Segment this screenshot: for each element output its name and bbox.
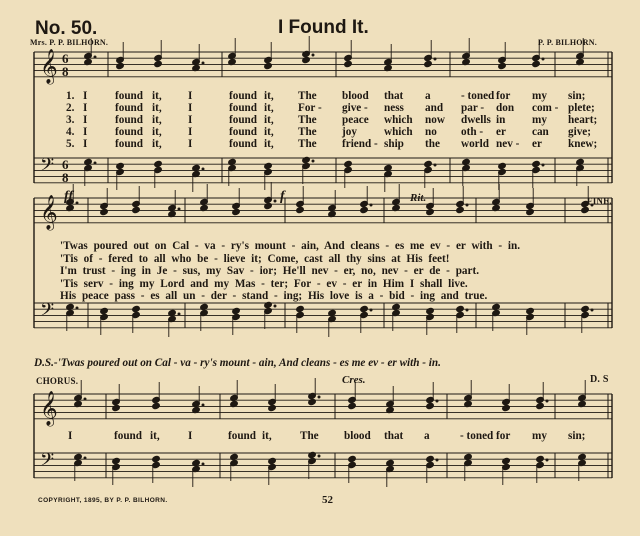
note-head (424, 160, 433, 167)
time-signature: 6 (62, 157, 69, 172)
verse-syllable: which (384, 126, 413, 138)
verse-syllable: 5. (66, 138, 75, 150)
note-dot (370, 309, 372, 311)
note-head (456, 305, 465, 312)
note-head (536, 402, 545, 409)
verse-syllable: I (83, 90, 88, 102)
note-head (360, 305, 369, 312)
chorus-syllable: sin; (568, 430, 586, 442)
note-dot (202, 62, 204, 64)
verse-syllable: heart; (568, 114, 598, 126)
note-head (532, 60, 541, 67)
note-head (268, 457, 277, 464)
verse-syllable: the (425, 138, 440, 150)
note-head (502, 404, 511, 411)
verse-syllable: 4. (66, 126, 75, 138)
chorus-syllable: found (114, 430, 142, 442)
verse-syllable: which (384, 114, 413, 126)
verse-syllable: I (83, 138, 88, 150)
verse-syllable: er (496, 126, 506, 138)
verse-syllable: I (188, 138, 193, 150)
verse-syllable: found (115, 102, 143, 114)
verse-syllable: and (425, 102, 444, 114)
note-head (344, 160, 353, 167)
note-head (426, 208, 435, 215)
cres-marking: Cres. (342, 374, 366, 386)
verse-syllable: found (229, 138, 257, 150)
note-head (112, 404, 121, 411)
verse-syllable: it, (264, 138, 274, 150)
verse-syllable: - toned (461, 90, 495, 102)
note-head (344, 60, 353, 67)
verse-syllable: my (532, 90, 547, 102)
note-dot (202, 404, 204, 406)
note-head (526, 307, 535, 314)
chorus-syllable: my (532, 430, 547, 442)
refrain-line: His peace pass - es all un - der - stand - ing; His love is a - bid - ing and true. (60, 290, 488, 302)
refrain-line: 'Tis of - fered to all who be - lieve it; Come, cast all thy sins at His feet! (60, 252, 450, 265)
note-head (116, 62, 125, 69)
composer-credit: P. P. BILHORN. (538, 38, 597, 47)
note-dot (76, 307, 78, 309)
chorus-syllable: blood (344, 430, 371, 442)
chorus-syllable: found (228, 430, 256, 442)
bass-clef-icon: 𝄢 (40, 155, 55, 180)
ds-line: D.S.-'Twas poured out on Cal - va - ry's mount - ain, And cleans - es me ev - er with - in. (34, 357, 441, 369)
verse-syllable: in (496, 114, 506, 126)
note-head (296, 305, 305, 312)
verse-syllable: I (188, 102, 193, 114)
note-head (426, 455, 435, 462)
verse-syllable: give - (342, 102, 368, 114)
note-head (296, 206, 305, 213)
refrain-line: I'm trust - ing in Je - sus, my Sav - ior; He'll nev - er, no, nev - er de - part. (60, 265, 480, 277)
verse-syllable: found (115, 114, 143, 126)
verse-syllable: that (384, 90, 404, 102)
rit-marking: Rit. (410, 192, 427, 204)
note-dot (370, 204, 372, 206)
note-dot (94, 56, 96, 58)
refrain-line: 'Twas poured out on Cal - va - ry's mount - ain, And cleans - es me ev - er with - in. (60, 240, 521, 252)
note-head (526, 208, 535, 215)
note-head (268, 404, 277, 411)
verse-syllable: The (298, 90, 317, 102)
note-head (456, 206, 465, 213)
page-number: 52 (322, 494, 333, 506)
verse-syllable: give; (568, 126, 591, 138)
verse-syllable: 3. (66, 114, 75, 126)
note-head (348, 402, 357, 409)
treble-clef-icon: 𝄞 (40, 49, 58, 84)
verse-syllable: I (83, 102, 88, 114)
verse-syllable: ship (384, 138, 404, 150)
verse-syllable: found (229, 102, 257, 114)
note-head (116, 162, 125, 169)
note-head (308, 451, 317, 458)
time-signature: 8 (62, 170, 69, 185)
note-dot (318, 455, 320, 457)
note-head (532, 160, 541, 167)
note-head (264, 202, 273, 209)
verse-syllable: I (188, 126, 193, 138)
chorus-syllable: that (384, 430, 404, 442)
dynamic-ff: ff (64, 189, 74, 204)
verse-syllable: I (188, 114, 193, 126)
note-head (536, 455, 545, 462)
note-head (302, 56, 311, 63)
note-dot (274, 200, 276, 202)
verse-syllable: plete; (568, 102, 595, 114)
chorus-syllable: I (188, 430, 193, 442)
note-head (264, 62, 273, 69)
verse-syllable: blood (342, 90, 369, 102)
note-head (154, 60, 163, 67)
note-dot (542, 164, 544, 166)
hymn-title: I Found It. (278, 17, 369, 38)
verse-syllable: don (496, 102, 515, 114)
note-head (100, 307, 109, 314)
note-dot (318, 396, 320, 398)
note-dot (84, 457, 86, 459)
verse-syllable: for (496, 90, 511, 102)
dynamic-f: f (280, 189, 285, 204)
verse-syllable: ness (384, 102, 404, 114)
note-head (348, 455, 357, 462)
note-head (581, 305, 590, 312)
verse-syllable: it, (264, 102, 274, 114)
chorus-syllable: it, (262, 430, 272, 442)
note-head (264, 162, 273, 169)
note-head (154, 160, 163, 167)
note-head (152, 455, 161, 462)
verse-syllable: a (425, 90, 431, 102)
note-dot (274, 305, 276, 307)
note-head (132, 305, 141, 312)
note-dot (202, 463, 204, 465)
verse-syllable: The (298, 126, 317, 138)
verse-syllable: I (83, 114, 88, 126)
verse-syllable: it, (152, 126, 162, 138)
verse-syllable: knew; (568, 138, 598, 150)
chorus-syllable: The (300, 430, 319, 442)
note-dot (76, 202, 78, 204)
verse-syllable: found (229, 126, 257, 138)
note-dot (434, 164, 436, 166)
verse-syllable: For - (298, 102, 322, 114)
verse-syllable: found (115, 90, 143, 102)
note-dot (178, 313, 180, 315)
verse-syllable: my (532, 114, 547, 126)
verse-syllable: friend - (342, 138, 378, 150)
verse-syllable: The (298, 138, 317, 150)
note-head (152, 402, 161, 409)
note-dot (434, 58, 436, 60)
verse-syllable: it, (152, 114, 162, 126)
note-head (502, 457, 511, 464)
verse-syllable: found (115, 138, 143, 150)
verse-syllable: no (425, 126, 437, 138)
verse-syllable: 1. (66, 90, 75, 102)
verse-syllable: found (229, 114, 257, 126)
verse-syllable: it, (152, 90, 162, 102)
note-head (232, 307, 241, 314)
chorus-syllable: it, (150, 430, 160, 442)
note-head (426, 402, 435, 409)
verse-syllable: can (532, 126, 549, 138)
note-head (360, 206, 369, 213)
note-dot (84, 398, 86, 400)
bass-clef-icon: 𝄢 (40, 450, 55, 475)
verse-syllable: world (461, 138, 489, 150)
time-signature: 8 (62, 64, 69, 79)
verse-syllable: it, (264, 114, 274, 126)
verse-syllable: par - (461, 102, 485, 114)
treble-clef-icon: 𝄞 (40, 195, 58, 230)
treble-clef-icon: 𝄞 (40, 391, 58, 426)
note-dot (546, 400, 548, 402)
note-head (424, 60, 433, 67)
note-head (581, 206, 590, 213)
note-head (498, 62, 507, 69)
note-dot (312, 160, 314, 162)
chorus-syllable: - toned (460, 430, 494, 442)
verse-syllable: I (188, 90, 193, 102)
note-dot (591, 309, 593, 311)
note-head (302, 156, 311, 163)
verse-syllable: now (425, 114, 445, 126)
note-dot (466, 204, 468, 206)
verse-syllable: found (229, 90, 257, 102)
hymn-number: No. 50. (35, 18, 98, 39)
verse-syllable: dwells (461, 114, 491, 126)
refrain-line: 'Tis serv - ing my Lord and my Mas - ter; For - ev - er in Him I shall live. (60, 277, 468, 290)
note-dot (178, 208, 180, 210)
verse-syllable: I (83, 126, 88, 138)
fine-marking: FINE. (587, 196, 612, 206)
copyright-notice: COPYRIGHT, 1895, BY P. P. BILHORN. (38, 497, 168, 504)
chorus-syllable: for (496, 430, 511, 442)
note-dot (436, 400, 438, 402)
verse-syllable: peace (342, 114, 369, 126)
lyricist-credit: Mrs. P. P. BILHORN. (30, 38, 109, 47)
note-dot (94, 162, 96, 164)
note-head (426, 307, 435, 314)
note-head (308, 398, 317, 405)
verse-syllable: found (115, 126, 143, 138)
verse-syllable: sin; (568, 90, 586, 102)
note-dot (202, 168, 204, 170)
note-head (112, 457, 121, 464)
note-dot (312, 54, 314, 56)
note-dot (542, 58, 544, 60)
verse-syllable: it, (152, 102, 162, 114)
verse-syllable: com - (532, 102, 559, 114)
verse-syllable: oth - (461, 126, 484, 138)
note-dot (466, 309, 468, 311)
verse-syllable: it, (264, 90, 274, 102)
verse-syllable: The (298, 114, 317, 126)
bass-clef-icon: 𝄢 (40, 300, 55, 325)
note-head (100, 208, 109, 215)
chorus-syllable: I (68, 430, 73, 442)
note-head (264, 301, 273, 308)
verse-syllable: 2. (66, 102, 75, 114)
verse-syllable: it, (264, 126, 274, 138)
verse-syllable: joy (342, 126, 357, 138)
note-head (132, 206, 141, 213)
note-dot (436, 459, 438, 461)
note-head (498, 162, 507, 169)
time-signature: 6 (62, 51, 69, 66)
chorus-label: CHORUS. (36, 376, 79, 386)
ds-marking: D. S (590, 374, 609, 385)
note-dot (546, 459, 548, 461)
verse-syllable: it, (152, 138, 162, 150)
chorus-syllable: a (424, 430, 430, 442)
note-head (232, 208, 241, 215)
verse-syllable: er (532, 138, 542, 150)
verse-syllable: nev - (496, 138, 520, 150)
